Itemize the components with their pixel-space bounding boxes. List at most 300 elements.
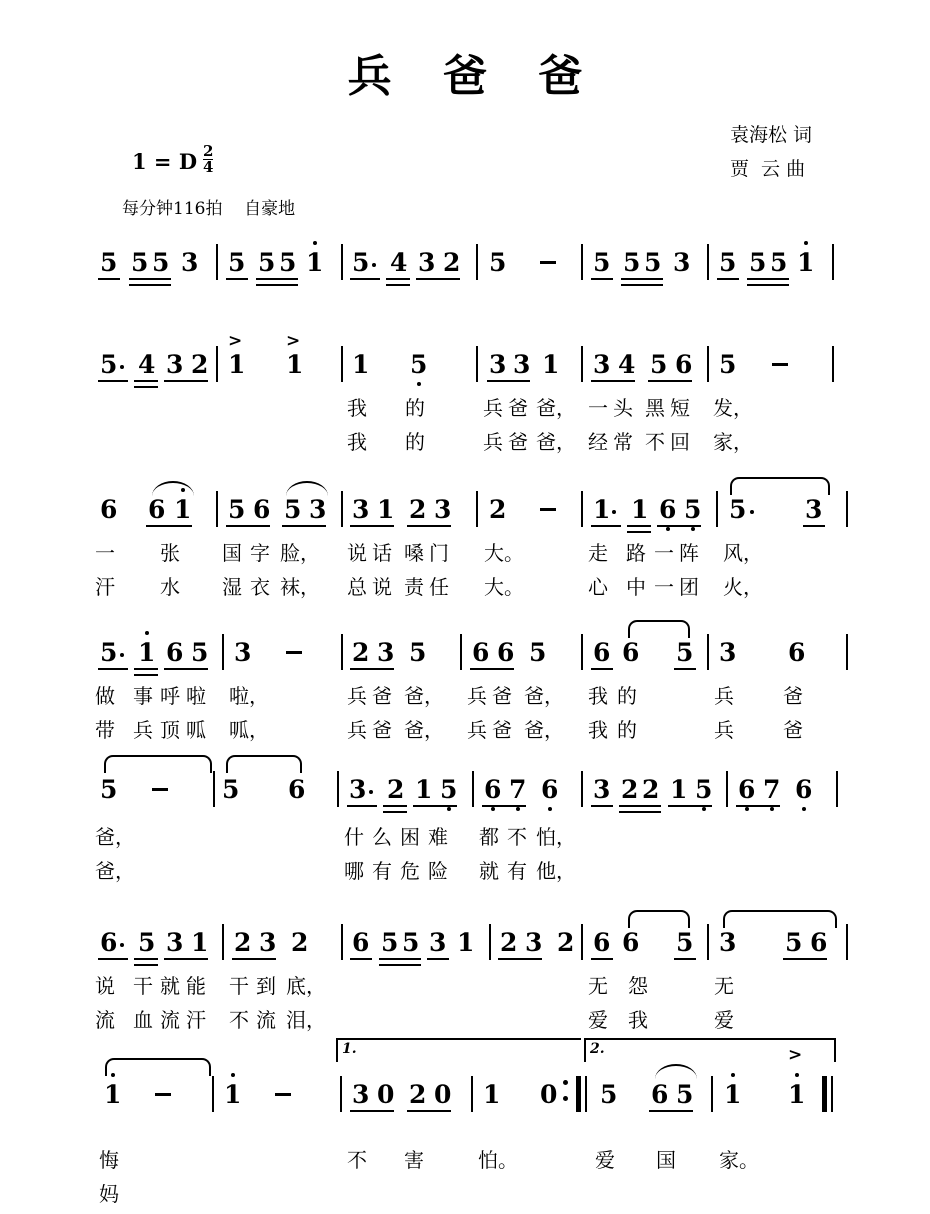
lyrics-row-7-verse1 bbox=[0, 1150, 930, 1180]
lyric-char: 兵 bbox=[467, 684, 487, 708]
beam bbox=[134, 668, 158, 670]
lyric-char: 危 bbox=[400, 859, 420, 883]
note: 5 bbox=[600, 1080, 618, 1109]
note: 3 bbox=[309, 495, 327, 524]
note: 1 bbox=[191, 928, 209, 957]
lyric-char: 兵 bbox=[714, 684, 734, 708]
lyric-char: 不 bbox=[507, 825, 527, 849]
lyric-char: 发， bbox=[713, 396, 753, 420]
beam bbox=[674, 958, 696, 960]
note: 6 bbox=[148, 495, 166, 524]
note: 5 bbox=[284, 495, 302, 524]
note: 1 bbox=[593, 495, 611, 524]
note: 5 bbox=[100, 350, 118, 379]
lyric-char: 难 bbox=[428, 825, 448, 849]
beam bbox=[134, 964, 158, 966]
accent-mark: > bbox=[228, 331, 243, 351]
beam bbox=[134, 958, 158, 960]
lyric-char: 爸， bbox=[404, 684, 444, 708]
barline bbox=[341, 346, 343, 382]
note: 3 bbox=[352, 1080, 370, 1109]
note: 1 bbox=[724, 1082, 741, 1107]
beam bbox=[674, 668, 696, 670]
note: 1 bbox=[415, 775, 433, 804]
note: 3 bbox=[719, 928, 737, 957]
lyric-char: 不 bbox=[347, 1148, 367, 1172]
lyric-char: 到 bbox=[256, 974, 276, 998]
note: 5 bbox=[279, 248, 297, 277]
repeat-dots bbox=[563, 1080, 568, 1112]
lyric-char: 大。 bbox=[484, 541, 524, 565]
beam bbox=[226, 278, 248, 280]
credits-block bbox=[730, 118, 812, 186]
slur bbox=[226, 755, 302, 773]
beam bbox=[383, 811, 407, 813]
slur bbox=[655, 1064, 697, 1079]
lyric-char: 就 bbox=[160, 974, 180, 998]
lyric-char: 的 bbox=[405, 396, 425, 420]
lyric-char: 脸， bbox=[280, 541, 320, 565]
lyric-char: 险 bbox=[428, 859, 448, 883]
final-barline bbox=[822, 1076, 827, 1112]
notes-row-4 bbox=[0, 618, 930, 676]
lyric-char: 说 bbox=[372, 575, 392, 599]
lyric-char: 字 bbox=[250, 541, 270, 565]
beam bbox=[350, 958, 372, 960]
note: 6 bbox=[253, 495, 271, 524]
beam bbox=[350, 1110, 394, 1112]
note: 1 bbox=[542, 350, 560, 379]
lyric-char: 中 bbox=[626, 575, 646, 599]
beam bbox=[803, 525, 825, 527]
note: 4 bbox=[618, 350, 636, 379]
barline bbox=[476, 491, 478, 527]
beam bbox=[416, 278, 460, 280]
augmentation-dot bbox=[120, 365, 124, 369]
note: 3 bbox=[593, 350, 611, 379]
lyric-char: 黑 bbox=[645, 396, 665, 420]
slur bbox=[628, 620, 690, 638]
beam bbox=[350, 668, 394, 670]
lyric-char: 路 bbox=[626, 541, 646, 565]
lyric-char: 衣 bbox=[250, 575, 270, 599]
lyric-char: 流 bbox=[256, 1008, 276, 1032]
staff-line-4 bbox=[0, 618, 930, 742]
key-label: 1 = D bbox=[132, 149, 198, 174]
lyric-char: 说 bbox=[95, 974, 115, 998]
lyric-char: 怕。 bbox=[478, 1148, 518, 1172]
note: 3 bbox=[166, 928, 184, 957]
lyrics-row-5-verse1 bbox=[0, 827, 930, 857]
note: 7 bbox=[763, 777, 780, 802]
lyrics-row-7-verse2 bbox=[0, 1184, 930, 1214]
accent-mark: > bbox=[788, 1045, 803, 1065]
lyric-char: 一 bbox=[588, 396, 608, 420]
barline bbox=[832, 346, 834, 382]
beam bbox=[146, 525, 192, 527]
note: 3 bbox=[805, 495, 823, 524]
lyric-char: 血 bbox=[133, 1008, 153, 1032]
lyric-char: 爱 bbox=[588, 1008, 608, 1032]
note: 6 bbox=[622, 638, 640, 667]
lyric-char: 走 bbox=[588, 541, 608, 565]
lyric-char: 短 bbox=[670, 396, 690, 420]
accent-mark: > bbox=[286, 331, 301, 351]
barline bbox=[716, 491, 718, 527]
note: 1 bbox=[286, 350, 304, 379]
lyric-char: 袜， bbox=[280, 575, 320, 599]
lyric-char: 爸 bbox=[508, 430, 528, 454]
note: 5 bbox=[138, 928, 156, 957]
lyric-char: 总 bbox=[347, 575, 367, 599]
lyric-char: 爸， bbox=[95, 859, 135, 883]
lyric-char: 我 bbox=[347, 396, 367, 420]
note: 1 bbox=[104, 1082, 121, 1107]
note: 2 bbox=[489, 495, 507, 524]
note: 6 bbox=[659, 497, 676, 522]
note: 2 bbox=[409, 1080, 427, 1109]
lyric-char: 干 bbox=[229, 974, 249, 998]
note: 5 bbox=[644, 248, 662, 277]
key-signature bbox=[132, 142, 214, 177]
barline bbox=[846, 924, 848, 960]
lyric-char: 爸 bbox=[508, 396, 528, 420]
lyric-char: 爸， bbox=[95, 825, 135, 849]
note: 5 bbox=[191, 638, 209, 667]
beam bbox=[498, 958, 542, 960]
barline bbox=[707, 244, 709, 280]
note: 5 bbox=[352, 248, 370, 277]
note-extension-dash bbox=[155, 1093, 171, 1096]
note: 2 bbox=[191, 350, 209, 379]
barline bbox=[212, 1076, 214, 1112]
note-extension-dash bbox=[540, 508, 556, 511]
lyric-char: 头 bbox=[613, 396, 633, 420]
beam bbox=[256, 278, 298, 280]
barline bbox=[213, 771, 215, 807]
beam bbox=[164, 668, 208, 670]
augmentation-dot bbox=[372, 263, 376, 267]
note: 6 bbox=[675, 350, 693, 379]
note: 5 bbox=[719, 248, 737, 277]
lyric-char: 火， bbox=[723, 575, 763, 599]
lyric-char: 事 bbox=[133, 684, 153, 708]
lyric-char: 爱 bbox=[595, 1148, 615, 1172]
notes-row-3 bbox=[0, 475, 930, 533]
lyric-char: 干 bbox=[133, 974, 153, 998]
lyric-char: 我 bbox=[628, 1008, 648, 1032]
beam bbox=[282, 525, 326, 527]
beam bbox=[134, 380, 158, 382]
note-extension-dash bbox=[286, 651, 302, 654]
note: 1 bbox=[174, 497, 191, 522]
note: 1 bbox=[306, 250, 323, 275]
lyric-char: 一 bbox=[654, 541, 674, 565]
lyric-char: 汗 bbox=[95, 575, 115, 599]
note: 3 bbox=[719, 638, 737, 667]
note: 6 bbox=[738, 777, 755, 802]
barline bbox=[581, 491, 583, 527]
beam bbox=[98, 668, 128, 670]
lyric-char: 回 bbox=[670, 430, 690, 454]
note: 5 bbox=[529, 638, 547, 667]
lyric-char: 一 bbox=[654, 575, 674, 599]
lyric-char: 能 bbox=[186, 974, 206, 998]
note: 2 bbox=[234, 928, 252, 957]
lyrics-row-6-verse2 bbox=[0, 1010, 930, 1040]
barline bbox=[581, 771, 583, 807]
lyric-char: 兵 bbox=[347, 684, 367, 708]
barline bbox=[846, 634, 848, 670]
lyric-char: 就 bbox=[479, 859, 499, 883]
lyric-char: 泪， bbox=[286, 1008, 326, 1032]
staff-line-7 bbox=[0, 1038, 930, 1206]
lyric-char: 家， bbox=[713, 430, 753, 454]
barline bbox=[711, 1076, 713, 1112]
barline bbox=[216, 244, 218, 280]
slur bbox=[730, 477, 830, 495]
staff-line-2 bbox=[0, 330, 930, 454]
note: 5 bbox=[719, 350, 737, 379]
slur bbox=[628, 910, 690, 928]
lyric-char: 我 bbox=[588, 684, 608, 708]
lyric-char: 爸 bbox=[492, 718, 512, 742]
beam bbox=[386, 278, 410, 280]
lyric-char: 么 bbox=[372, 825, 392, 849]
barline bbox=[216, 491, 218, 527]
note: 5 bbox=[100, 775, 118, 804]
notes-row-1 bbox=[0, 228, 930, 286]
beam bbox=[98, 380, 128, 382]
beam bbox=[649, 1110, 693, 1112]
beam bbox=[232, 958, 276, 960]
barline bbox=[832, 244, 834, 280]
composer-credit: 贾 云 曲 bbox=[729, 158, 806, 180]
note: 5 bbox=[729, 495, 747, 524]
lyric-char: 爸 bbox=[492, 684, 512, 708]
lyric-char: 怕， bbox=[536, 825, 576, 849]
lyric-char: 兵 bbox=[133, 718, 153, 742]
notes-row-7 bbox=[0, 1045, 930, 1118]
barline bbox=[581, 244, 583, 280]
note: 3 bbox=[166, 350, 184, 379]
note: 5 bbox=[676, 1080, 694, 1109]
lyric-char: 不 bbox=[229, 1008, 249, 1032]
note: 1 bbox=[138, 640, 155, 665]
beam bbox=[621, 284, 663, 286]
note-extension-dash bbox=[772, 363, 788, 366]
beam bbox=[627, 525, 651, 527]
lyricist-credit: 袁海松 词 bbox=[729, 124, 812, 146]
note: 5 bbox=[623, 248, 641, 277]
lyric-char: 大。 bbox=[484, 575, 524, 599]
note: 5 bbox=[489, 248, 507, 277]
beam bbox=[407, 1110, 451, 1112]
note: 1 bbox=[457, 928, 475, 957]
lyric-char: 呼 bbox=[160, 684, 180, 708]
lyric-char: 嗓 bbox=[404, 541, 424, 565]
lyric-char: 汗 bbox=[186, 1008, 206, 1032]
note: 6 bbox=[541, 777, 558, 802]
note: 0 bbox=[540, 1080, 558, 1109]
beam bbox=[747, 284, 789, 286]
lyric-char: 阵 bbox=[679, 541, 699, 565]
beam bbox=[129, 284, 171, 286]
beam bbox=[134, 674, 158, 676]
lyric-char: 常 bbox=[613, 430, 633, 454]
note: 2 bbox=[352, 638, 370, 667]
beam bbox=[226, 525, 270, 527]
lyric-char: 团 bbox=[679, 575, 699, 599]
beam bbox=[591, 668, 613, 670]
lyric-char: 都 bbox=[479, 825, 499, 849]
lyric-char: 流 bbox=[95, 1008, 115, 1032]
beam bbox=[350, 525, 394, 527]
beam bbox=[747, 278, 789, 280]
lyric-char: 害 bbox=[404, 1148, 424, 1172]
lyric-char: 爸， bbox=[524, 718, 564, 742]
lyrics-row-4-verse1 bbox=[0, 686, 930, 716]
note-extension-dash bbox=[152, 788, 168, 791]
beam bbox=[621, 278, 663, 280]
lyric-char: 责 bbox=[404, 575, 424, 599]
lyric-char: 呱 bbox=[186, 718, 206, 742]
lyric-char: 爱 bbox=[714, 1008, 734, 1032]
slur bbox=[105, 1058, 211, 1076]
lyric-char: 门 bbox=[429, 541, 449, 565]
lyric-char: 家。 bbox=[719, 1148, 759, 1172]
beam bbox=[379, 964, 421, 966]
note: 6 bbox=[497, 638, 515, 667]
note: 6 bbox=[788, 638, 806, 667]
note: 5 bbox=[676, 928, 694, 957]
lyrics-row-2-verse2 bbox=[0, 432, 930, 462]
lyric-char: 他， bbox=[536, 859, 576, 883]
lyric-char: 哪 bbox=[344, 859, 364, 883]
note: 3 bbox=[352, 495, 370, 524]
lyric-char: 兵 bbox=[467, 718, 487, 742]
augmentation-dot bbox=[750, 510, 754, 514]
beam bbox=[427, 958, 449, 960]
beam bbox=[98, 958, 128, 960]
lyric-char: 爸， bbox=[536, 396, 576, 420]
barline bbox=[836, 771, 838, 807]
staff-line-5 bbox=[0, 755, 930, 883]
note: 1 bbox=[228, 350, 246, 379]
lyric-char: 底， bbox=[286, 974, 326, 998]
barline bbox=[460, 634, 462, 670]
note: 3 bbox=[418, 248, 436, 277]
barline bbox=[341, 924, 343, 960]
note: 5 bbox=[131, 248, 149, 277]
note: 3 bbox=[234, 638, 252, 667]
note: 1 bbox=[224, 1082, 241, 1107]
note: 5 bbox=[258, 248, 276, 277]
note: 6 bbox=[484, 777, 501, 802]
note: 4 bbox=[138, 350, 156, 379]
beam bbox=[350, 278, 380, 280]
note: 1 bbox=[670, 775, 688, 804]
beam bbox=[619, 811, 661, 813]
beam bbox=[657, 525, 701, 527]
lyric-char: 兵 bbox=[714, 718, 734, 742]
lyric-char: 我 bbox=[588, 718, 608, 742]
beam bbox=[591, 380, 635, 382]
time-signature-denominator: 4 bbox=[203, 158, 214, 176]
beam bbox=[648, 380, 692, 382]
lyrics-row-6-verse1 bbox=[0, 976, 930, 1006]
beam bbox=[482, 805, 526, 807]
staff-line-3 bbox=[0, 475, 930, 599]
note: 6 bbox=[593, 928, 611, 957]
note: 5 bbox=[770, 248, 788, 277]
note: 2 bbox=[291, 928, 309, 957]
note: 3 bbox=[673, 248, 691, 277]
lyric-char: 兵 bbox=[347, 718, 367, 742]
barline bbox=[707, 346, 709, 382]
beam bbox=[783, 958, 827, 960]
lyric-char: 爸 bbox=[783, 684, 803, 708]
note: 1 bbox=[377, 495, 395, 524]
lyric-char: 爸 bbox=[372, 718, 392, 742]
barline bbox=[581, 634, 583, 670]
note: 2 bbox=[642, 775, 660, 804]
beam bbox=[591, 525, 621, 527]
beam bbox=[164, 380, 208, 382]
note: 5 bbox=[228, 248, 246, 277]
barline bbox=[341, 491, 343, 527]
time-signature-numerator: 2 bbox=[203, 142, 214, 160]
barline bbox=[476, 346, 478, 382]
note: 6 bbox=[651, 1080, 669, 1109]
barline bbox=[471, 1076, 473, 1112]
note: 3 bbox=[593, 775, 611, 804]
note: 7 bbox=[509, 777, 526, 802]
note: 3 bbox=[489, 350, 507, 379]
note: 6 bbox=[100, 495, 118, 524]
lyric-char: 爸， bbox=[524, 684, 564, 708]
beam bbox=[383, 805, 407, 807]
lyric-char: 湿 bbox=[222, 575, 242, 599]
note-extension-dash bbox=[540, 261, 556, 264]
beam bbox=[129, 278, 171, 280]
note: 1 bbox=[788, 1082, 805, 1107]
repeat-barline bbox=[576, 1076, 581, 1112]
beam bbox=[668, 805, 712, 807]
lyric-char: 兵 bbox=[483, 396, 503, 420]
note: 5 bbox=[676, 638, 694, 667]
note: 3 bbox=[513, 350, 531, 379]
note: 5 bbox=[409, 638, 427, 667]
note: 5 bbox=[593, 248, 611, 277]
beam bbox=[256, 284, 298, 286]
beam bbox=[619, 805, 661, 807]
note: 0 bbox=[377, 1080, 395, 1109]
lyric-char: 什 bbox=[344, 825, 364, 849]
note: 6 bbox=[166, 638, 184, 667]
note: 2 bbox=[621, 775, 639, 804]
beam bbox=[736, 805, 780, 807]
note: 5 bbox=[402, 928, 420, 957]
lyric-char: 的 bbox=[405, 430, 425, 454]
lyrics-row-5-verse2 bbox=[0, 861, 930, 891]
beam bbox=[591, 278, 613, 280]
note: 0 bbox=[434, 1080, 452, 1109]
note: 5 bbox=[785, 928, 803, 957]
lyric-char: 爸 bbox=[783, 718, 803, 742]
augmentation-dot bbox=[369, 790, 373, 794]
barline bbox=[216, 346, 218, 382]
